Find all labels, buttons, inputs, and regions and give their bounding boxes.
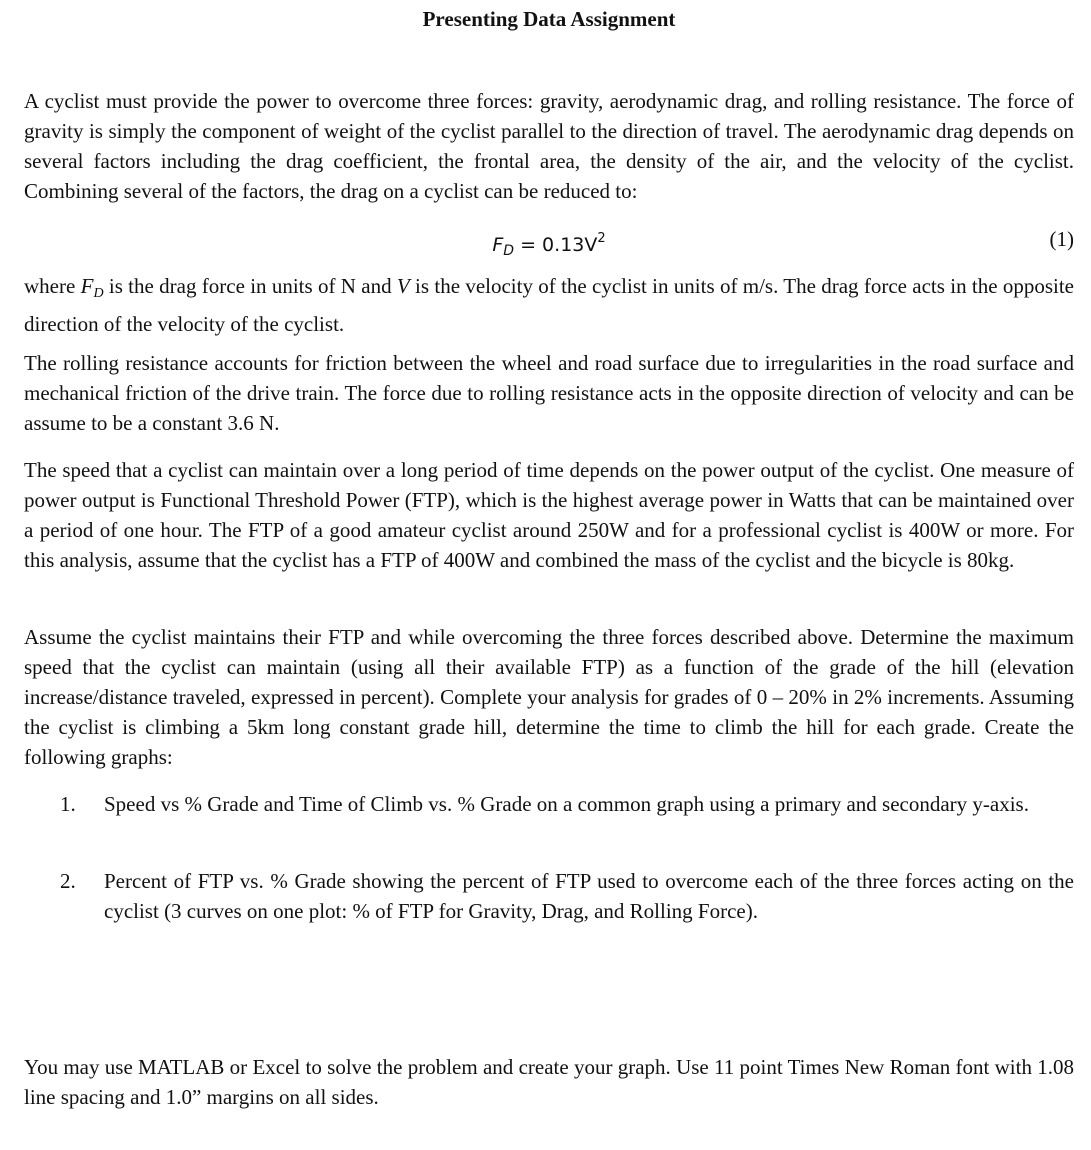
where-v-symbol: V xyxy=(396,274,410,298)
speed-paragraph: The speed that a cyclist can maintain over a long period of time depends on the power output of the cyclist. One measure of power output is Functional Threshold Power (FTP), which is the highest average power in Watts that can be maintained over a period of one hour. The FTP of a good amateur cyclist around 250W and for a professional cyclist is 400W or more. For this analysis, assume that the cyclist has a FTP of 400W and combined the mass of the cyclist and the bicycle is 80kg. xyxy=(24,458,1074,572)
list-text: Speed vs % Grade and Time of Climb vs. % Grade on a common graph using a primary and secondary y-axis. xyxy=(104,792,1029,816)
list-number: 1. xyxy=(60,792,76,816)
intro-paragraph: A cyclist must provide the power to overcome three forces: gravity, aerodynamic drag, and rolling resistance. The force of gravity is simply the component of weight of the cyclist parallel to the direction of travel. The aerodynamic drag depends on several factors including the drag coefficient, the frontal area, the density of the air, and the velocity of the cyclist. Combining several of the factors, the drag on a cyclist can be reduced to: xyxy=(24,89,1074,203)
rolling-paragraph: The rolling resistance accounts for friction between the wheel and road surface due to irregularities in the road surface and mechanical friction of the drive train. The force due to rolling resistance acts in the opposite direction of velocity and can be assume to be a constant 3.6 N. xyxy=(24,351,1074,435)
equation-lhs-subscript: D xyxy=(503,243,515,259)
equation-exponent: 2 xyxy=(597,231,606,246)
list-text: Percent of FTP vs. % Grade showing the percent of FTP used to overcome each of the three forces acting on the cyclist (3 curves on one plot: % of FTP for Gravity, Drag, and Rolling Force). xyxy=(104,869,1074,923)
list-number: 2. xyxy=(60,869,76,893)
page-title: Presenting Data Assignment xyxy=(422,7,676,31)
footer-paragraph: You may use MATLAB or Excel to solve the problem and create your graph. Use 11 point Times New Roman font with 1.08 line spacing and 1.0” margins on all sides. xyxy=(24,1055,1074,1109)
where-text-3: is the velocity of the cyclist in units of m/s. The drag force acts in the opposite direction of the velocity of the cyclist. xyxy=(24,274,1074,336)
equation-lhs-symbol: F xyxy=(492,234,504,256)
drag-equation xyxy=(24,224,1074,259)
equation-body xyxy=(24,224,1074,266)
where-text-2: is the drag force in units of N and xyxy=(103,274,397,298)
assume-paragraph: Assume the cyclist maintains their FTP and while overcoming the three forces described above. Determine the maximum speed that the cyclist can maintain (using all their available FTP) as a function of the grade of the hill (elevation increase/distance traveled, expressed in percent). Complete your analysis for grades of 0 – 20% in 2% increments. Assuming the cyclist is climbing a 5km long constant grade hill, determine the time to climb the hill for each grade. Create the following graphs: xyxy=(24,625,1074,769)
where-fd-subscript: D xyxy=(93,286,104,301)
where-paragraph xyxy=(24,271,1074,339)
equation-number: (1) xyxy=(1049,227,1074,251)
equation-rhs: = 0.13V xyxy=(514,234,598,256)
where-fd-symbol: F xyxy=(80,274,94,298)
where-text-1: where xyxy=(24,274,81,298)
